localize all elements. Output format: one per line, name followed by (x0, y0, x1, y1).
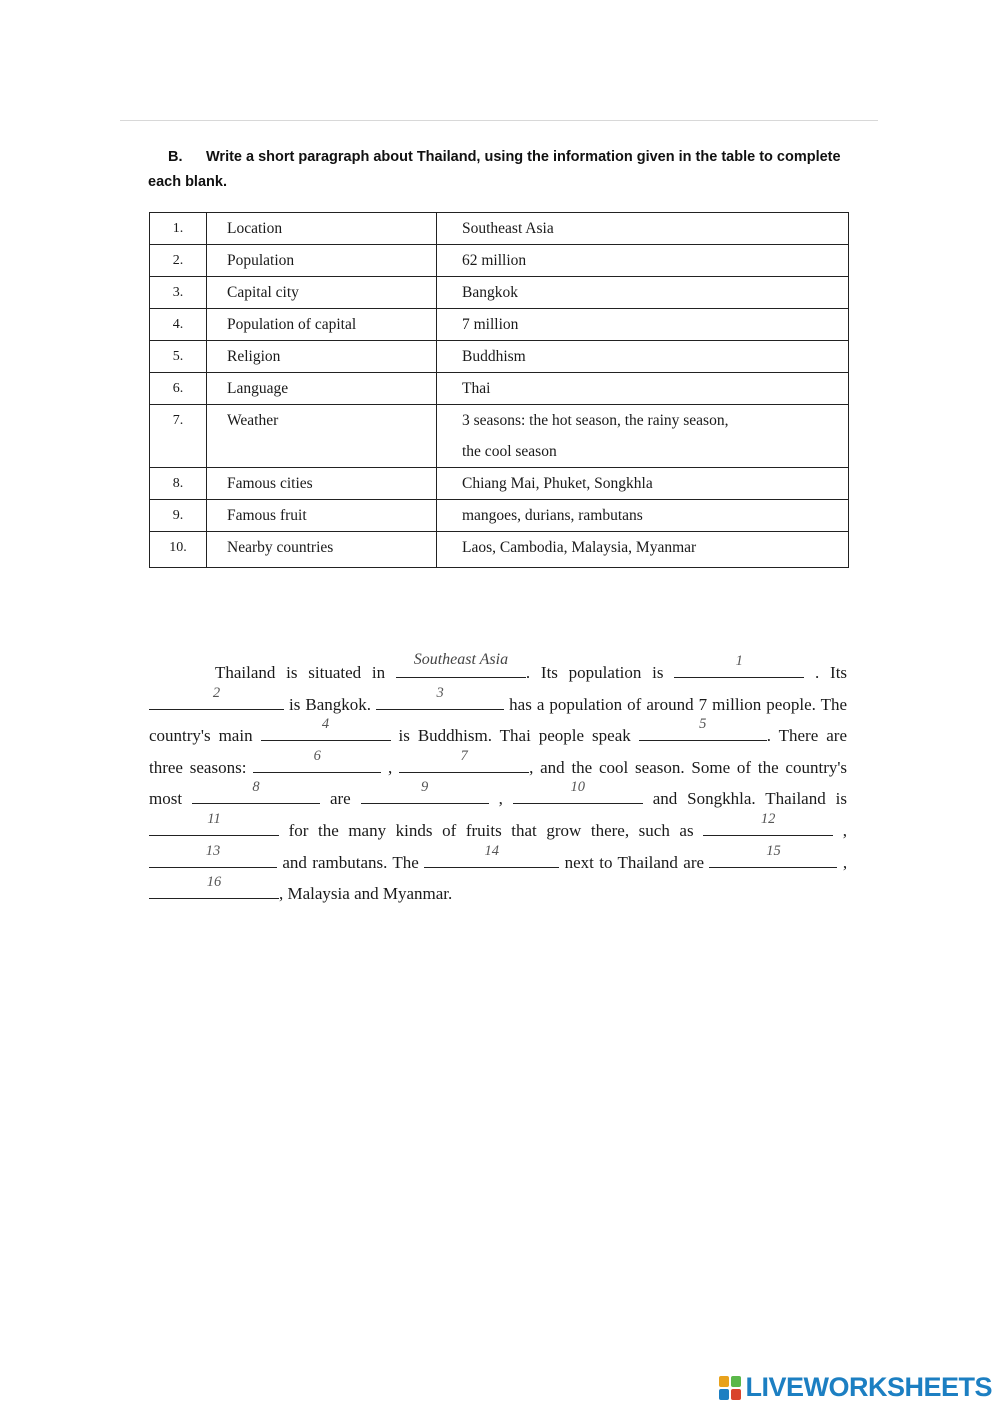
row-number: 2. (150, 245, 207, 277)
row-number: 5. (150, 341, 207, 373)
exercise-letter: B. (168, 149, 183, 165)
answer-blank-3[interactable] (376, 684, 504, 710)
row-value: Bangkok (437, 277, 849, 309)
paragraph-text: , (842, 852, 848, 872)
row-value: Southeast Asia (437, 213, 849, 245)
paragraph-text: are (329, 789, 351, 809)
row-value-line: 3 seasons: the hot season, the rainy season, (462, 412, 729, 429)
paragraph-text: is Bangkok. (289, 694, 372, 714)
answer-blank-9[interactable] (361, 779, 489, 804)
paragraph-text: for the many kinds of fruits that grow there, such as (288, 820, 694, 840)
blank-number: 8 (252, 779, 260, 796)
row-number: 8. (150, 468, 207, 500)
blank-number: 15 (766, 842, 781, 859)
row-item: Capital city (207, 277, 437, 309)
table-row (150, 532, 849, 568)
row-number: 6. (150, 373, 207, 405)
exercise-instruction (148, 145, 853, 195)
logo-square (731, 1376, 741, 1387)
table-row (150, 277, 849, 309)
paragraph-text: , (842, 820, 847, 840)
paragraph-text: , (498, 789, 503, 809)
answer-blank-13[interactable] (149, 842, 277, 868)
paragraph-text: Its (830, 663, 848, 682)
paragraph-text: . Its population is (525, 663, 664, 682)
answer-blank-16[interactable] (149, 874, 279, 899)
table-row (150, 341, 849, 373)
row-item: Population of capital (207, 309, 437, 341)
thailand-info-table (149, 212, 849, 568)
answer-blank-15[interactable] (709, 842, 837, 868)
blank-number: 4 (321, 716, 330, 733)
brand-name: LIVEWORKSHEETS (745, 1372, 992, 1402)
logo-square (719, 1376, 729, 1387)
row-value: 62 million (437, 245, 849, 277)
answer-blank-7[interactable] (399, 747, 529, 773)
row-item: Nearby countries (207, 532, 437, 568)
paragraph-text: Thailand is situated in (215, 663, 386, 682)
table-row (150, 213, 849, 245)
row-value: Thai (437, 373, 849, 405)
answer-blank-6[interactable] (253, 747, 381, 773)
row-value: Chiang Mai, Phuket, Songkhla (437, 468, 849, 500)
blank-number: 1 (735, 653, 743, 669)
blank-number: 3 (436, 684, 444, 701)
row-number: 7. (150, 405, 207, 468)
row-item: Famous cities (207, 468, 437, 500)
paragraph-text: , Malaysia and Myanmar. (279, 884, 453, 904)
paragraph-text: , (388, 757, 393, 777)
paragraph-text: next to Thailand are (564, 852, 705, 872)
row-item: Weather (207, 405, 437, 468)
liveworksheets-brand[interactable] (719, 1372, 992, 1403)
row-number: 4. (150, 309, 207, 341)
row-value (437, 405, 849, 468)
row-number: 10. (150, 532, 207, 568)
blank-number: 9 (421, 779, 429, 796)
paragraph-text: . (815, 663, 820, 682)
row-value: mangoes, durians, rambutans (437, 500, 849, 532)
table-row (150, 245, 849, 277)
paragraph-text: is Buddhism. Thai people speak (398, 726, 631, 746)
row-value: 7 million (437, 309, 849, 341)
cloze-paragraph (149, 651, 848, 910)
answer-blank-4[interactable] (261, 716, 391, 741)
answer-blank-8[interactable] (192, 779, 320, 804)
paragraph-text: , and the cool season. Some of the country's most (149, 757, 848, 809)
row-item: Famous fruit (207, 500, 437, 532)
blank-number: 12 (760, 810, 776, 827)
answer-blank-5[interactable] (639, 716, 767, 741)
blank-number: 11 (207, 810, 221, 827)
paragraph-text: has a population of around 7 million people. The country's main (149, 694, 848, 746)
paragraph-text: and rambutans. The (282, 852, 419, 872)
example-answer (396, 651, 526, 678)
answer-blank-1[interactable] (674, 653, 804, 678)
answer-blank-14[interactable] (424, 842, 559, 868)
blank-number: 2 (212, 684, 221, 701)
row-number: 1. (150, 213, 207, 245)
instruction-text: Write a short paragraph about Thailand, using the information given in the table to complete each blank. (148, 149, 841, 190)
row-item: Location (207, 213, 437, 245)
table-row (150, 309, 849, 341)
top-divider (120, 120, 878, 121)
row-number: 3. (150, 277, 207, 309)
blank-number: 13 (205, 842, 221, 859)
blank-number: 16 (206, 874, 222, 891)
answer-blank-12[interactable] (703, 810, 833, 836)
blank-number: 6 (313, 747, 321, 764)
logo-square (719, 1389, 729, 1400)
answer-blank-11[interactable] (149, 810, 279, 836)
row-item: Language (207, 373, 437, 405)
answer-blank-2[interactable] (149, 684, 284, 710)
blank-number: 14 (484, 842, 499, 859)
logo-square (731, 1389, 741, 1400)
blank-number: 10 (570, 779, 586, 796)
example-answer-text: Southeast Asia (413, 651, 509, 668)
table-row (150, 373, 849, 405)
table-row (150, 405, 849, 468)
liveworksheets-logo-icon (719, 1376, 741, 1400)
answer-blank-10[interactable] (513, 779, 643, 804)
row-value-line: the cool season (462, 443, 557, 460)
row-item: Population (207, 245, 437, 277)
row-item: Religion (207, 341, 437, 373)
paragraph-text: and Songkhla. Thailand is (652, 789, 847, 809)
blank-number: 5 (699, 716, 707, 733)
row-value: Buddhism (437, 341, 849, 373)
table-row (150, 500, 849, 532)
blank-number: 7 (460, 747, 468, 764)
row-number: 9. (150, 500, 207, 532)
table-row (150, 468, 849, 500)
paragraph-text: . There are three seasons: (149, 726, 847, 777)
row-value: Laos, Cambodia, Malaysia, Myanmar (437, 532, 849, 568)
